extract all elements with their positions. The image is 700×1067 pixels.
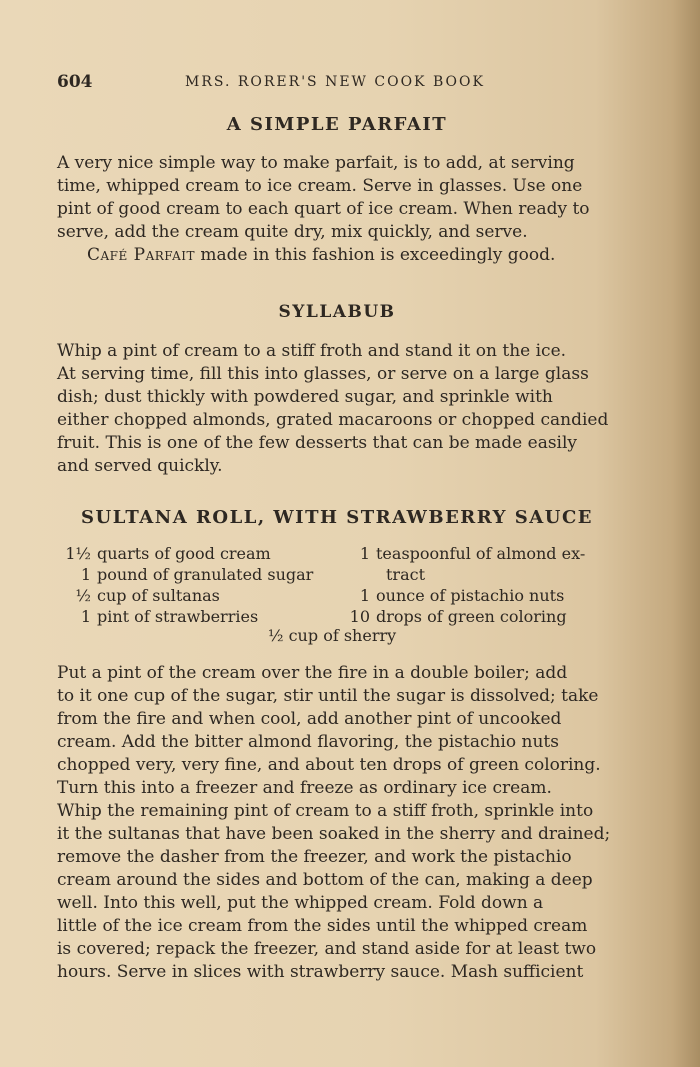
running-head: MRS. RORER'S NEW COOK BOOK	[185, 74, 485, 90]
text-line: hours. Serve in slices with strawberry sauce. Mash sufficient	[57, 962, 584, 982]
simple-parfait-text	[57, 152, 617, 267]
section-title-syllabub: SYLLABUB	[278, 302, 396, 322]
ingredients-right	[346, 543, 585, 627]
text-line: cream. Add the bitter almond flavoring, the pistachio nuts	[57, 732, 559, 752]
ingredient-continuation	[346, 564, 585, 585]
ingredient	[55, 606, 313, 627]
text-line: fruit. This is one of the few desserts that can be made easily	[57, 433, 578, 453]
cafe-parfait-name: Café Parfait	[87, 245, 195, 265]
cafe-parfait-line	[57, 244, 617, 267]
ingredient	[346, 543, 585, 564]
ingredient-sherry: ½ cup of sherry	[268, 626, 397, 645]
ingredient-qty: 1	[359, 586, 370, 605]
ingredient-qty: 1½	[65, 544, 91, 563]
ingredient-item: drops of green coloring	[376, 607, 567, 626]
text-line: and served quickly.	[57, 456, 223, 476]
text-line: it the sultanas that have been soaked in the sherry and drained;	[57, 824, 611, 844]
text-line: little of the ice cream from the sides until the whipped cream	[57, 916, 588, 936]
ingredient	[55, 543, 313, 564]
ingredient-item: tract	[386, 565, 426, 584]
ingredient-qty: ½	[75, 586, 91, 605]
ingredient-qty: 1	[80, 565, 91, 584]
text-line: Put a pint of the cream over the fire in a double boiler; add	[57, 663, 568, 683]
ingredient-item: pound of granulated sugar	[97, 565, 314, 584]
cafe-parfait-rest: made in this fashion is exceedingly good.	[195, 245, 556, 265]
ingredient-item: pint of strawberries	[97, 607, 259, 626]
ingredient-item: quarts of good cream	[97, 544, 271, 563]
ingredient-qty: 1	[359, 544, 370, 563]
text-line: either chopped almonds, grated macaroons or chopped candied	[57, 410, 609, 430]
ingredient	[346, 585, 585, 606]
text-line: time, whipped cream to ice cream. Serve in glasses. Use one	[57, 176, 583, 196]
ingredient	[55, 585, 313, 606]
text-line: well. Into this well, put the whipped cream. Fold down a	[57, 893, 544, 913]
text-line: Turn this into a freezer and freeze as ordinary ice cream.	[57, 778, 552, 798]
ingredient	[346, 606, 585, 627]
section-title-sultana-roll: SULTANA ROLL, WITH STRAWBERRY SAUCE	[81, 507, 593, 528]
text-line: cream around the sides and bottom of the can, making a deep	[57, 870, 593, 890]
ingredient-item: ounce of pistachio nuts	[376, 586, 565, 605]
ingredient-qty: 1	[80, 607, 91, 626]
page-number: 604	[57, 72, 93, 92]
text-line: Whip the remaining pint of cream to a stiff froth, sprinkle into	[57, 801, 594, 821]
ingredient-item: teaspoonful of almond ex-	[376, 544, 586, 563]
text-line: Whip a pint of cream to a stiff froth and stand it on the ice.	[57, 341, 567, 361]
text-line: A very nice simple way to make parfait, is to add, at serving	[57, 153, 575, 173]
text-line: is covered; repack the freezer, and stand aside for at least two	[57, 939, 597, 959]
text-line: to it one cup of the sugar, stir until the sugar is dissolved; take	[57, 686, 599, 706]
ingredient-qty: 10	[349, 607, 370, 626]
page-header	[57, 72, 617, 96]
sultana-roll-text	[57, 662, 617, 984]
text-line: remove the dasher from the freezer, and work the pistachio	[57, 847, 572, 867]
section-title-simple-parfait: A SIMPLE PARFAIT	[226, 114, 448, 135]
ingredient	[55, 564, 313, 585]
text-line: serve, add the cream quite dry, mix quickly, and serve.	[57, 222, 528, 242]
ingredient-item: cup of sultanas	[97, 586, 220, 605]
text-line: At serving time, fill this into glasses, or serve on a large glass	[57, 364, 589, 384]
ingredients-left	[55, 543, 313, 627]
syllabub-text	[57, 340, 617, 478]
text-line: from the fire and when cool, add another pint of uncooked	[57, 709, 562, 729]
text-line: dish; dust thickly with powdered sugar, and sprinkle with	[57, 387, 553, 407]
text-line: pint of good cream to each quart of ice cream. When ready to	[57, 199, 590, 219]
text-line: chopped very, very fine, and about ten drops of green coloring.	[57, 755, 601, 775]
